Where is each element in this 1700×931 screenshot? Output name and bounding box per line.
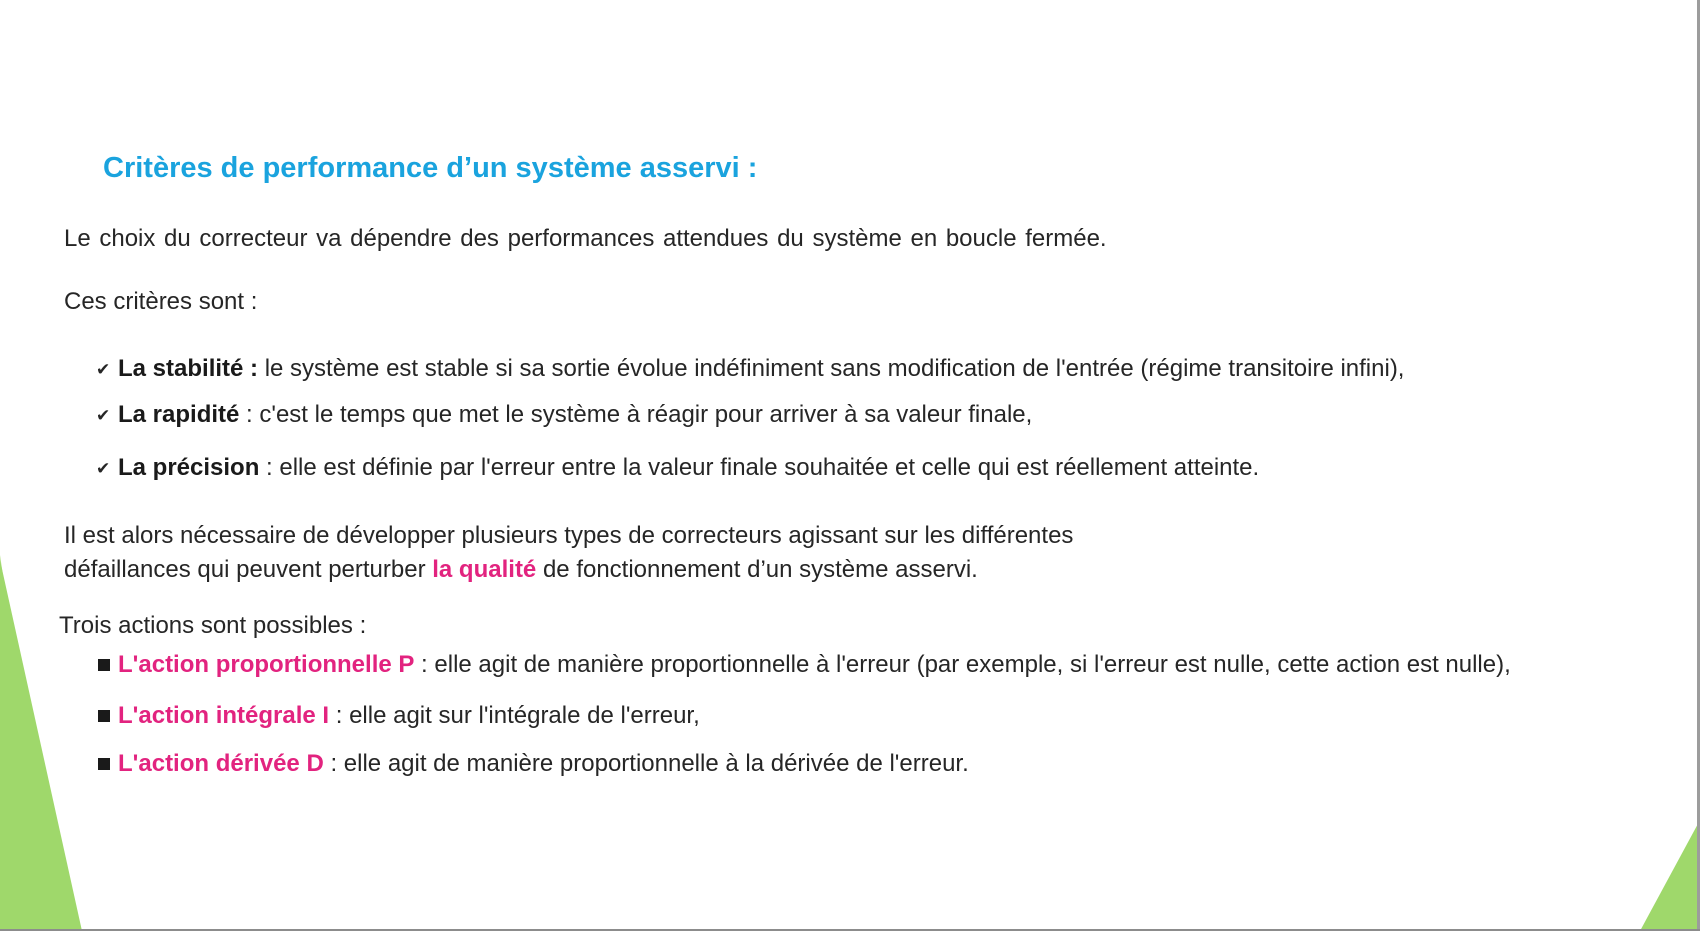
- action-term: L'action intégrale I: [118, 702, 330, 729]
- criterion-term: La rapidité: [118, 401, 240, 428]
- action-term: L'action dérivée D: [118, 750, 324, 777]
- slide-title: Critères de performance d’un système asservi :: [103, 152, 758, 184]
- square-bullet-icon: [98, 659, 110, 671]
- criterion-text: : c'est le temps que met le système à réagir pour arriver à sa valeur finale,: [239, 401, 1033, 428]
- quality-highlight: la qualité: [432, 556, 537, 583]
- criterion-precision: [96, 451, 1259, 486]
- check-icon: ✔: [96, 406, 111, 425]
- action-term: L'action proportionnelle P: [118, 651, 415, 678]
- necessity-line2-after: de fonctionnement d’un système asservi.: [536, 556, 978, 583]
- necessity-line2-before: défaillances qui peuvent perturber: [64, 556, 433, 583]
- necessity-paragraph: [64, 519, 1073, 587]
- green-triangle-right: [1640, 820, 1700, 931]
- square-bullet-icon: [98, 710, 110, 722]
- actions-heading: Trois actions sont possibles :: [59, 612, 367, 639]
- check-icon: ✔: [96, 360, 111, 379]
- criterion-text: le système est stable si sa sortie évolue indéfiniment sans modification de l'entrée (régime transitoire infini),: [258, 355, 1405, 382]
- action-text: : elle agit sur l'intégrale de l'erreur,: [329, 702, 700, 729]
- action-integral: [98, 699, 700, 733]
- action-text: : elle agit de manière proportionnelle à la dérivée de l'erreur.: [323, 750, 969, 777]
- action-text: : elle agit de manière proportionnelle à l'erreur (par exemple, si l'erreur est nulle, cette action est nulle),: [414, 651, 1511, 678]
- criterion-text: : elle est définie par l'erreur entre la valeur finale souhaitée et celle qui est réellement atteinte.: [259, 454, 1260, 481]
- criteria-heading: Ces critères sont :: [64, 288, 258, 315]
- intro-paragraph: Le choix du correcteur va dépendre des performances attendues du système en boucle fermée.: [64, 225, 1107, 252]
- square-bullet-icon: [98, 758, 110, 770]
- check-icon: ✔: [96, 459, 111, 478]
- necessity-line1: Il est alors nécessaire de développer plusieurs types de correcteurs agissant sur les différentes: [64, 522, 1074, 549]
- criterion-rapidity: [96, 398, 1032, 433]
- action-proportional: [98, 648, 1511, 682]
- criterion-stability: [96, 352, 1404, 387]
- criterion-term: La précision: [118, 454, 260, 481]
- action-derivative: [98, 747, 969, 781]
- criterion-term: La stabilité :: [118, 355, 259, 382]
